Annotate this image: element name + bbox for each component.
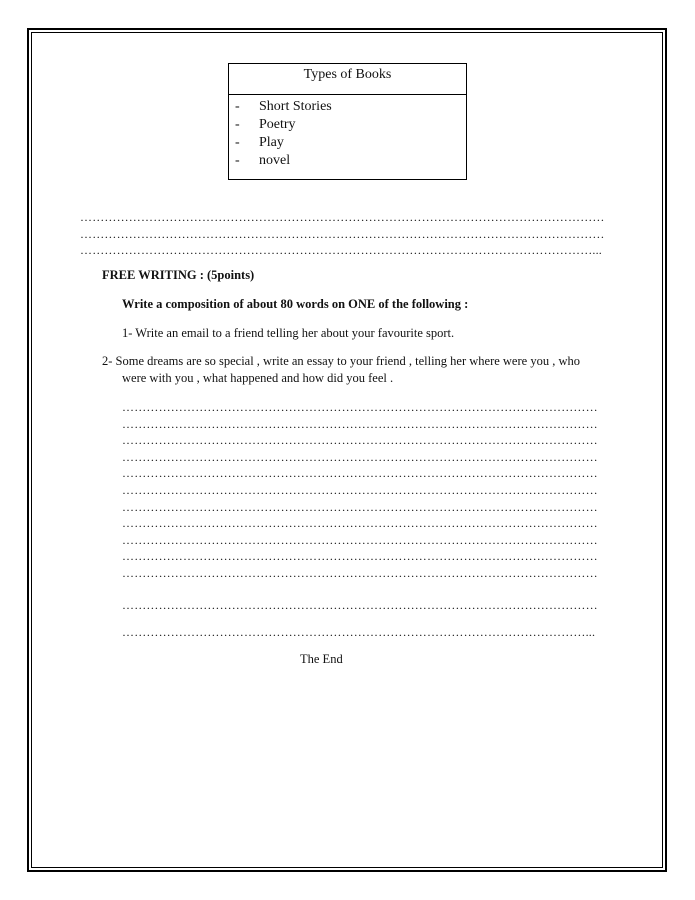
- types-of-books-box: [228, 63, 467, 180]
- end-label: The End: [300, 652, 343, 666]
- list-dash: -: [235, 153, 240, 168]
- types-of-books-list: [229, 95, 466, 170]
- list-dash: -: [235, 99, 240, 114]
- writing-line[interactable]: ………………………………………………………………………………………………………: [122, 566, 598, 580]
- writing-line[interactable]: ………………………………………………………………………………………………………: [122, 450, 598, 464]
- writing-line[interactable]: ………………………………………………………………………………………………………: [122, 598, 598, 612]
- writing-option-2-line-1: 2- Some dreams are so special , write an essay to your friend , telling her where were you , who: [102, 354, 580, 368]
- list-dash: -: [235, 117, 240, 132]
- writing-option-2-line-2: were with you , what happened and how did you feel .: [122, 371, 394, 385]
- free-writing-heading: FREE WRITING : (5points): [102, 268, 255, 282]
- list-item-label: novel: [259, 153, 291, 168]
- answer-line[interactable]: ………………………………………………………………………………………………………………...: [80, 243, 602, 257]
- writing-line[interactable]: ………………………………………………………………………………………………………: [122, 466, 598, 480]
- writing-line[interactable]: ………………………………………………………………………………………………………: [122, 483, 598, 497]
- writing-line[interactable]: ………………………………………………………………………………………………………: [122, 400, 598, 414]
- writing-line[interactable]: ………………………………………………………………………………………………………: [122, 549, 598, 563]
- answer-line[interactable]: …………………………………………………………………………………………………………………: [80, 227, 605, 241]
- writing-line[interactable]: ………………………………………………………………………………………………………: [122, 533, 598, 547]
- list-item: [235, 116, 466, 134]
- list-item: [235, 134, 466, 152]
- composition-instruction: Write a composition of about 80 words on ONE of the following :: [122, 297, 469, 311]
- writing-line[interactable]: ………………………………………………………………………………………………………: [122, 516, 598, 530]
- list-item-label: Poetry: [259, 117, 296, 132]
- writing-line[interactable]: ………………………………………………………………………………………………………: [122, 417, 598, 431]
- writing-line[interactable]: ………………………………………………………………………………………………………: [122, 500, 598, 514]
- types-of-books-title: Types of Books: [229, 64, 466, 95]
- answer-line[interactable]: …………………………………………………………………………………………………………………: [80, 210, 605, 224]
- list-dash: -: [235, 135, 240, 150]
- list-item-label: Play: [259, 135, 284, 150]
- list-item-label: Short Stories: [259, 99, 332, 114]
- writing-option-1: 1- Write an email to a friend telling her about your favourite sport.: [122, 326, 455, 340]
- writing-line[interactable]: ……………………………………………………………………………………………………...: [122, 625, 596, 639]
- list-item: [235, 152, 466, 170]
- list-item: [235, 98, 466, 116]
- writing-line[interactable]: ………………………………………………………………………………………………………: [122, 433, 598, 447]
